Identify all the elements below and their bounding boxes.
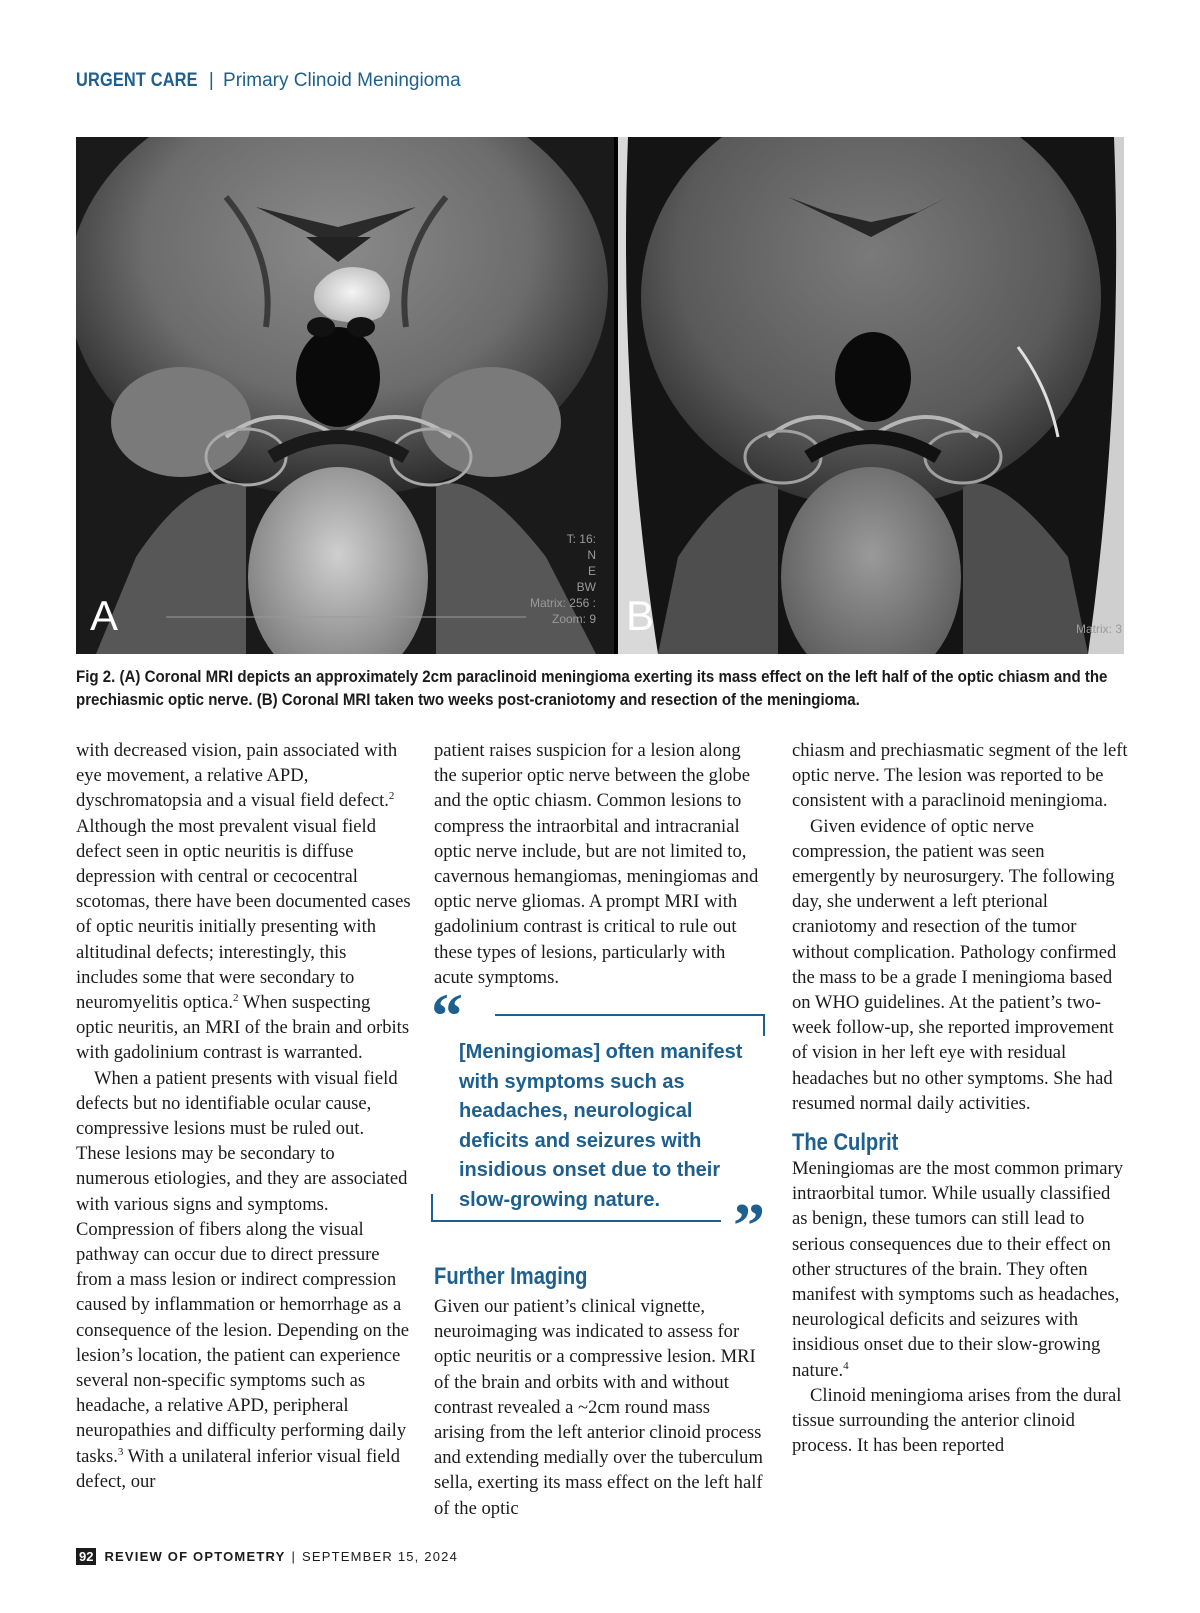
paragraph: [76, 738, 412, 1066]
panel-a-label: A: [90, 592, 119, 639]
paragraph: [76, 1066, 412, 1494]
overlay-line: Zoom: 9: [551, 612, 596, 626]
mri-panel-b: [618, 137, 1124, 654]
text-column-3: [792, 738, 1128, 1458]
overlay-line: N: [587, 548, 596, 562]
page-number: 92: [76, 1548, 96, 1565]
citation: 4: [843, 1359, 849, 1372]
pull-quote-rule: [495, 1014, 765, 1016]
heading-text: The Culprit: [792, 1129, 899, 1157]
close-quote-icon: ”: [733, 1190, 765, 1261]
citation: 2: [388, 790, 395, 803]
issue-date: SEPTEMBER 15, 2024: [302, 1549, 459, 1564]
mri-overlay-text-a: [530, 531, 596, 627]
citation: 2: [232, 991, 239, 1004]
paragraph: Given our patient’s clinical vignette, neuroimaging was indicated to assess for optic neuritis or a compressive lesion. MRI of the brain and orbits with and without contrast revealed a ~2cm round mass arising from the left anterior clinoid process and extending medially over the tuberculum sella, exerting its mass effect on the left half of the optic: [434, 1296, 763, 1519]
overlay-line: E: [587, 564, 596, 578]
running-header: [76, 70, 461, 92]
text-column-2-continued: [434, 1294, 764, 1521]
mri-figure: [76, 137, 1124, 654]
pull-quote-rule: [763, 1014, 765, 1036]
mri-panel-a: [76, 137, 614, 654]
citation: 3: [117, 1445, 124, 1458]
pull-quote-text: [Meningiomas] often manifest with symptoms such as headaches, neurological deficits and seizures with insidious onset due to their slow-growing nature.: [459, 1041, 743, 1211]
text-run: Although the most prevalent visual field defect seen in optic neuritis is diffuse depression with central or cecocentral scotomas, there have been documented cases of optic neuritis initially presenting with altitudinal defects; interestingly, this includes some that were secondary to neuromyelitis optica.: [76, 815, 411, 1014]
pull-quote-rule: [431, 1194, 433, 1222]
section-label: URGENT CARE: [76, 70, 198, 91]
text-column-2: [434, 738, 764, 990]
paragraph: chiasm and prechiasmatic segment of the left optic nerve. The lesion was reported to be consistent with a paraclinoid meningioma.: [792, 740, 1128, 812]
mri-overlay-text-b: Matrix: 3: [1075, 622, 1122, 636]
heading-text: Further Imaging: [434, 1263, 588, 1290]
section-heading-further-imaging: [434, 1262, 617, 1292]
paragraph: [792, 1156, 1128, 1383]
figure-caption: Fig 2. (A) Coronal MRI depicts an approximately 2cm paraclinoid meningioma exerting its mass effect on the left half of the optic chiasm and the prechiasmic optic nerve. (B) Coronal MRI taken two weeks post-craniotomy and resection of the meningioma.: [76, 668, 1108, 709]
text-run: With a unilateral inferior visual field defect, our: [76, 1445, 401, 1492]
footer-separator: |: [291, 1549, 297, 1564]
overlay-line: Matrix: 256 :: [529, 596, 596, 610]
text-run: with decreased vision, pain associated with eye movement, a relative APD, dyschromatopsia and a visual field defect.: [76, 740, 398, 812]
text-column-1: [76, 738, 412, 1494]
paragraph: Clinoid meningioma arises from the dural tissue surrounding the anterior clinoid process. It has been reported: [792, 1384, 1122, 1457]
mri-image-b: [618, 137, 1124, 654]
article-topic: Primary Clinoid Meningioma: [223, 70, 461, 91]
paragraph: patient raises suspicion for a lesion along the superior optic nerve between the globe and the optic chiasm. Common lesions to compress the intraorbital and intracranial optic nerve include, but are not limited to, cavernous hemangiomas, meningiomas and optic nerve gliomas. A prompt MRI with gadolinium contrast is critical to rule out these types of lesions, particularly with acute symptoms.: [434, 740, 759, 988]
text-run: Meningiomas are the most common primary intraorbital tumor. While usually classified as benign, these tumors can still lead to serious consequences due to their effect on other structures of the brain. They often manifest with symptoms such as headaches, neurological deficits and seizures with insidious onset due to their slow-growing nature.: [792, 1158, 1124, 1381]
header-separator: |: [208, 70, 214, 91]
open-quote-icon: “: [431, 980, 463, 1051]
text-run: When suspecting optic neuritis, an MRI of the brain and orbits with gadolinium contrast is warranted.: [76, 992, 410, 1064]
pull-quote-rule: [431, 1220, 721, 1222]
overlay-line: BW: [576, 580, 596, 594]
panel-b-label: B: [626, 592, 655, 639]
magazine-name: REVIEW OF OPTOMETRY: [104, 1549, 286, 1564]
page-footer: [76, 1548, 458, 1565]
paragraph: Given evidence of optic nerve compression, the patient was seen emergently by neurosurgery. The following day, she underwent a left pterional craniotomy and resection of the tumor without complication. Pathology confirmed the mass to be a grade I meningioma based on WHO guidelines. At the patient’s two-week follow-up, she reported improvement of vision in her left eye with residual headaches but no other symptoms. She had resumed normal daily activities.: [792, 815, 1117, 1114]
pull-quote: [431, 980, 765, 1261]
text-run: When a patient presents with visual field defects but no identifiable ocular cause, compressive lesions must be ruled out. These lesions may be secondary to numerous etiologies, and they are associated with various signs and symptoms. Compression of fibers along the visual pathway can occur due to direct pressure from a mass lesion or indirect compression caused by inflammation or hemorrhage as a consequence of the lesion. Depending on the lesion’s location, the patient can experience several non-specific symptoms such as headache, a relative APD, peripheral neuropathies and difficulty performing daily tasks.: [76, 1067, 410, 1467]
section-heading-the-culprit: [792, 1128, 1128, 1158]
overlay-line: T: 16:: [566, 532, 596, 546]
